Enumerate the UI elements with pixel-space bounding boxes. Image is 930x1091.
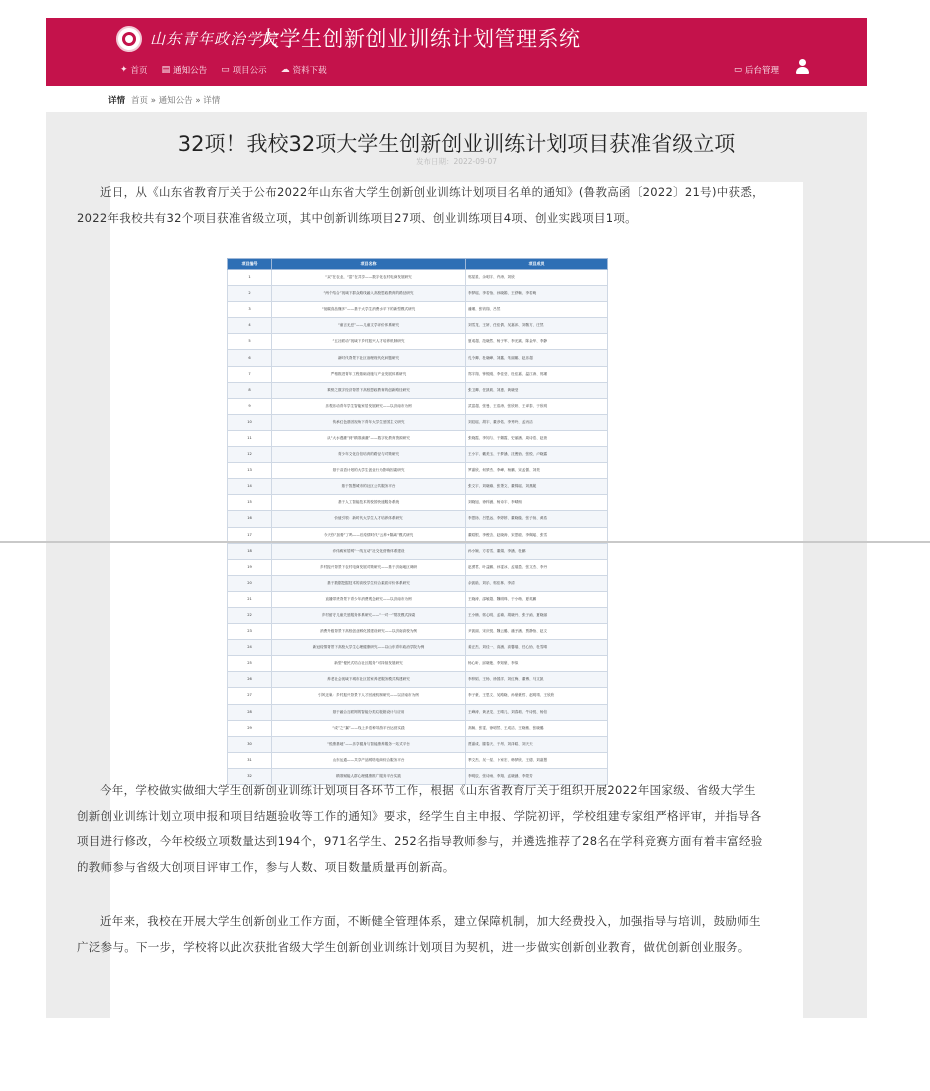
nav-downloads[interactable]	[281, 64, 327, 76]
project-number: 19	[228, 559, 272, 575]
project-members: 李梓韬、王杨、徐国洋、刘红梅、董博、马文凯	[466, 672, 608, 688]
publish-date: 发布日期：2022-09-07	[415, 157, 498, 166]
table-row	[228, 752, 608, 768]
project-members: 李子豪、王思文、吴路晓、孙豪豪哲、赵明靖、王欣欣	[466, 688, 608, 704]
project-number: 22	[228, 607, 272, 623]
project-name: 价值引领：新时代大学生人才培养体系研究	[272, 511, 466, 527]
project-number: 6	[228, 350, 272, 366]
table-row	[228, 704, 608, 720]
project-number: 1	[228, 270, 272, 286]
nav-home-label: 首页	[130, 66, 148, 76]
project-name: 新冠疫情背景下高校大学生心理健康研究——以山东青年政治学院为例	[272, 640, 466, 656]
table-header-number: 项目编号	[228, 259, 272, 270]
project-number: 4	[228, 318, 272, 334]
table-row	[228, 286, 608, 302]
project-name: 乐观乐动青年学生智能家居发展研究——以济南市为例	[272, 398, 466, 414]
project-number: 11	[228, 430, 272, 446]
article-paragraph: 近年来，我校在开展大学生创新创业工作方面，不断健全管理体系，建立保障机制，加大经费投入，加强指导与培训，鼓励师生广泛参与。下一步，学校将以此次获批省级大学生创新创业训练计划项目为契机，进一步做实创新创业教育，做优创新创业服务。	[77, 914, 761, 954]
nav-downloads-label: 资料下载	[292, 66, 327, 76]
table-row	[228, 607, 608, 623]
project-name: 消费升级背景下高校创业孵化园建设研究——以济南高校为例	[272, 624, 466, 640]
project-name: 乡村振兴背景下农村电商发展对策研究——基于济南地区调研	[272, 559, 466, 575]
university-logo-icon[interactable]	[116, 26, 142, 52]
table-row	[228, 495, 608, 511]
project-number: 18	[228, 543, 272, 559]
project-number: 7	[228, 366, 272, 382]
project-list-image	[227, 258, 607, 780]
project-members: 孙小婉、方若雪、董娟、李涵、杜鹏	[466, 543, 608, 559]
table-row	[228, 382, 608, 398]
table-row	[228, 511, 608, 527]
project-members: 孔令卿、杜晓峰、刘鑫、朱丽娜、赵乐超	[466, 350, 608, 366]
table-row	[228, 350, 608, 366]
project-number: 26	[228, 672, 272, 688]
project-members: 季文杰、吴一星、卜家宏、韩梦欣、王德、刘嘉慧	[466, 752, 608, 768]
project-table	[227, 258, 608, 785]
project-name: 引风还巢：乡村振兴背景下人才回流机制研究——以济南市为例	[272, 688, 466, 704]
project-name: 基于融合互联网的智能分类垃圾箱设计与应用	[272, 704, 466, 720]
project-members: 杨心昕、邱晓艳、李知豪、李似	[466, 656, 608, 672]
table-row	[228, 736, 608, 752]
project-members: 李思扬、吕思远、李婷婷、董晓璇、张子扬、黄浩	[466, 511, 608, 527]
nav-home[interactable]	[120, 64, 148, 76]
monitor-icon: ▭	[734, 65, 743, 75]
table-row	[228, 688, 608, 704]
admin-link[interactable]	[734, 64, 779, 76]
table-row	[228, 334, 608, 350]
scan-divider	[0, 541, 930, 543]
project-members: 潘瑾、张钧翔、吕然	[466, 302, 608, 318]
project-members: 李梦瑶、李若怡、孙晓娟、王舒畅、李若萌	[466, 286, 608, 302]
project-members: 张文宇、刘晓瑜、张萧文、董锦瑶、刘燕妮	[466, 479, 608, 495]
project-members: 罗嘉欣、何梦杰、李峰、杨鹏、宋孟儒、刘昊	[466, 463, 608, 479]
breadcrumb	[108, 94, 220, 106]
project-number: 30	[228, 736, 272, 752]
nav-notices[interactable]	[162, 64, 208, 76]
project-name: “两个结合”视域下群众路线融入高校思政教育的路径研究	[272, 286, 466, 302]
project-name: 直播带货背景下青少年消费观念研究——以济南市为例	[272, 591, 466, 607]
project-members: 刘雪龙、王妍、任佳倩、吴嘉沐、刘敬方、庄然	[466, 318, 608, 334]
table-row	[228, 430, 608, 446]
table-row	[228, 672, 608, 688]
project-name: 基于数据挖掘技术的高校学生综合素质评价体系研究	[272, 575, 466, 591]
project-name: “悦康基地”——乐享健身与智能康养服务一站式平台	[272, 736, 466, 752]
project-name: 乡村留守儿童关爱服务体系研究——“一对一”帮扶模式探索	[272, 607, 466, 623]
project-number: 32	[228, 768, 272, 784]
table-row	[228, 398, 608, 414]
project-name: 传承红色基因视角下青年大学生爱国主义研究	[272, 414, 466, 430]
project-name: 乘势之数字经济背景下高校思政教育的创新路径研究	[272, 382, 466, 398]
project-members: 尹凯丽、宋庆悦、魏云璐、潘予涵、贾静怡、赵文	[466, 624, 608, 640]
project-members: 武富超、张曼、王浩涛、张欣妍、王译泰、于欣玥	[466, 398, 608, 414]
breadcrumb-path[interactable]: 首页 » 通知公告 » 详情	[131, 96, 221, 106]
project-number: 9	[228, 398, 272, 414]
admin-label: 后台管理	[745, 66, 780, 76]
project-members: 贾嘉成、滕春天、于昂、刘泽昭、刘天天	[466, 736, 608, 752]
project-number: 2	[228, 286, 272, 302]
project-members: 王小宇、戴美玉、于梦涵、沈俊怡、张悦、卢晓露	[466, 447, 608, 463]
project-number: 5	[228, 334, 272, 350]
project-name: “双”在农业，“富”在共享——数字化农村电商发展研究	[272, 270, 466, 286]
project-members: 王晓涛、邵敏超、魏明珠、于小萌、夏英鹏	[466, 591, 608, 607]
table-row	[228, 479, 608, 495]
project-number: 16	[228, 511, 272, 527]
nav-notices-label: 通知公告	[173, 66, 208, 76]
project-members: 张卫卿、任凯莉、刘惠、黄晓莹	[466, 382, 608, 398]
project-number: 15	[228, 495, 272, 511]
table-row	[228, 591, 608, 607]
project-name: 精准赋能人群心理健康推广服务平台实践	[272, 768, 466, 784]
project-name: “低碳食品懂多”——基于大学生消费水平下的新型模式研究	[272, 302, 466, 318]
project-number: 17	[228, 527, 272, 543]
project-name: 新时代背景下社区治理现代化问题研究	[272, 350, 466, 366]
project-members: 郭星星、余明宇、许涛、刘欣	[466, 270, 608, 286]
university-name: 山东青年政治学院	[150, 30, 279, 48]
table-row	[228, 366, 608, 382]
project-members: 王小楠、郭心明、孟瑜、胡晓丹、张子函、夏晓丽	[466, 607, 608, 623]
table-row	[228, 270, 608, 286]
table-header-name: 项目名称	[272, 259, 466, 270]
project-name: 养老社会视域下城市社区居家养老服务模式构建研究	[272, 672, 466, 688]
table-row	[228, 559, 608, 575]
project-icon: ▭	[221, 65, 230, 75]
table-header-members: 项目成员	[466, 259, 608, 270]
project-name: “童言无忌”——儿童文学评价体系研究	[272, 318, 466, 334]
table-row	[228, 543, 608, 559]
project-name: 基于人工智能技术的校园快递服务系统	[272, 495, 466, 511]
table-row	[228, 302, 608, 318]
project-number: 13	[228, 463, 272, 479]
project-members: 李明辰、张诗雨、李翔、孟晓涵、李蒙芳	[466, 768, 608, 784]
table-row	[228, 463, 608, 479]
project-number: 31	[228, 752, 272, 768]
project-members: 王峰涛、黄圣龙、王晴儿、刘春莉、牛诗悦、杨信	[466, 704, 608, 720]
project-number: 3	[228, 302, 272, 318]
project-name: “成”之“翼”——线上多语种导游平台运营实践	[272, 720, 466, 736]
user-icon[interactable]	[795, 59, 809, 75]
project-number: 28	[228, 704, 272, 720]
project-number: 24	[228, 640, 272, 656]
project-name: 乔伟威家居网“一线互动”社交化营销体系建设	[272, 543, 466, 559]
table-row	[228, 624, 608, 640]
article-paragraph: 近日，从《山东省教育厅关于公布2022年山东省大学生创新创业训练计划项目名单的通知》(鲁教高函〔2022〕21号)中获悉，2022年我校共有32个项目获准省级立项，其中创新训练项目27项、创业训练项目4项、创业实践项目1项。	[77, 185, 764, 225]
project-members: 刘晓旭、徐梓涵、杨诗宇、李晴朗	[466, 495, 608, 511]
breadcrumb-lead: 详情	[108, 96, 126, 106]
table-row	[228, 575, 608, 591]
site-header	[46, 18, 867, 86]
document-icon: ▤	[161, 65, 171, 75]
project-name: 今天你“加餐”了吗——后疫情时代“云养+隔离”模式研究	[272, 527, 466, 543]
project-number: 27	[228, 688, 272, 704]
project-members: 余凯晗、刘乐、郭佳林、李清	[466, 575, 608, 591]
project-members: 高畅、张雯、徐明然、王成洁、王晓敏、张晓璐	[466, 720, 608, 736]
project-number: 23	[228, 624, 272, 640]
project-name: “五社联动”视域下乡村振兴人才培养机制研究	[272, 334, 466, 350]
project-members: 张晓霞、李知与、于媚霞、史丽涵、周诗语、赵萱	[466, 430, 608, 446]
project-name: 基于双语计划的大学生创业行为影响因素研究	[272, 463, 466, 479]
project-number: 25	[228, 656, 272, 672]
project-name: 青少年文化自信培育的路径与对策研究	[272, 447, 466, 463]
project-number: 8	[228, 382, 272, 398]
project-members: 郑宇翔、钟锐刚、李佳莹、杜佳嘉、温江涛、郭瑾	[466, 366, 608, 382]
project-name: 山东运通——共享产品网络电商综合服务平台	[272, 752, 466, 768]
system-title: 大学生创新创业训练计划管理系统	[258, 27, 581, 51]
project-number: 10	[228, 414, 272, 430]
project-name: 从“大水漫灌”到“精准滴灌”——数字化教育资源研究	[272, 430, 466, 446]
nav-project-publicity-label: 项目公示	[232, 66, 267, 76]
table-row	[228, 447, 608, 463]
nav-project-publicity[interactable]	[221, 64, 267, 76]
project-number: 29	[228, 720, 272, 736]
table-row	[228, 414, 608, 430]
home-icon: ✦	[120, 65, 128, 75]
cloud-download-icon: ☁	[280, 65, 290, 75]
project-number: 21	[228, 591, 272, 607]
project-members: 夏成超、范晓然、杨子军、李光斌、陈金华、李静	[466, 334, 608, 350]
project-members: 刘辰瑶、胡宇、董彦佑、李秀玲、孟丙洁	[466, 414, 608, 430]
project-name: 新型“便民式结合社区服务”可持续发展研究	[272, 656, 466, 672]
table-row	[228, 720, 608, 736]
table-row	[228, 640, 608, 656]
project-number: 12	[228, 447, 272, 463]
project-members: 赵勇君、叶益鹏、孙雯冰、孟瑞盈、张文杰、李丹	[466, 559, 608, 575]
article-title: 32项！我校32项大学生创新创业训练计划项目获准省级立项	[177, 132, 736, 156]
project-name: 严格推进青年工程基础设施与产业发展体系研究	[272, 366, 466, 382]
project-name: 基于智慧城市的社区公共服务平台	[272, 479, 466, 495]
table-body	[228, 270, 608, 785]
project-number: 20	[228, 575, 272, 591]
project-members: 姜正杰、刘佳一、高涵、高馨瑞、任心怡、杜雪晴	[466, 640, 608, 656]
project-members: 董昭银、李俊含、赵晓涛、宋思聪、李佩瑶、张雪	[466, 527, 608, 543]
table-row	[228, 318, 608, 334]
main-nav	[120, 64, 327, 76]
article-paragraph: 今年，学校做实做细大学生创新创业训练计划项目各环节工作，根据《山东省教育厅关于组织开展2022年国家级、省级大学生创新创业训练计划立项申报和项目结题验收等工作的通知》要求，经学生自主申报、学院初评，学校组建专家组严格评审，并指导各项目进行修改，今年校级立项数量达到194个，971名学生、252名指导教师参与，并遴选推荐了28名在学科竞赛方面有着丰富经验的教师参与省级大创项目评审工作，参与人数、项目数量质量再创新高。	[77, 783, 763, 874]
table-row	[228, 656, 608, 672]
project-number: 14	[228, 479, 272, 495]
